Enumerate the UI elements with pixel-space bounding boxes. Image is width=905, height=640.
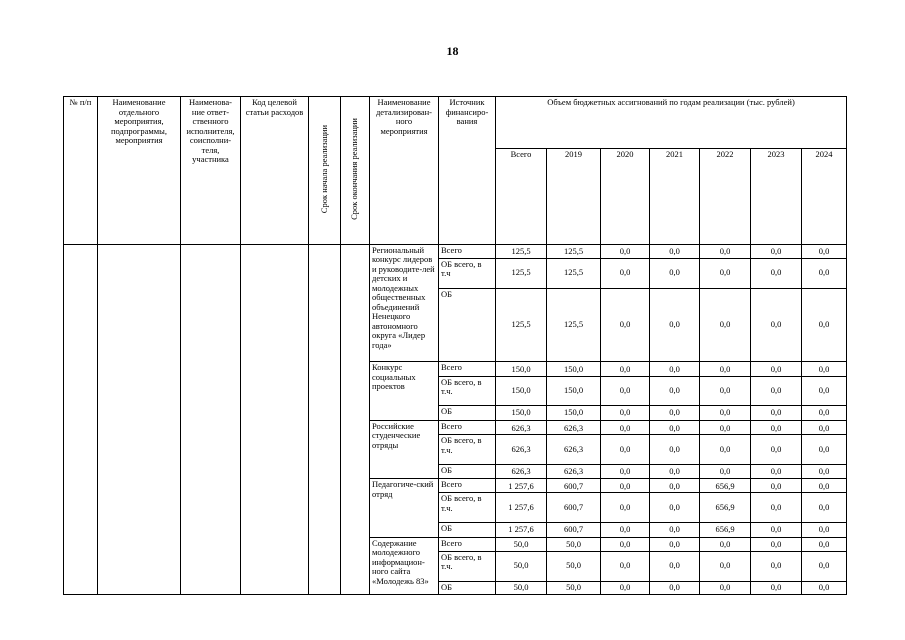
budget-value: 50,0	[547, 581, 601, 594]
budget-value: 0,0	[802, 406, 847, 420]
funding-source: Всего	[439, 244, 496, 258]
budget-value: 0,0	[700, 537, 751, 551]
header-year: 2024	[802, 149, 847, 244]
header-budget-code: Код целевой статьи расходов	[241, 97, 309, 245]
empty-cell	[341, 244, 370, 594]
budget-value: 0,0	[700, 435, 751, 465]
budget-value: 0,0	[650, 493, 700, 523]
budget-value: 0,0	[751, 551, 802, 581]
detailed-event-name: Содержание молодежного информацион-ного сайта «Молодежь 83»	[370, 537, 439, 594]
budget-value: 0,0	[601, 479, 650, 493]
funding-source: ОБ всего, в т.ч.	[439, 376, 496, 406]
budget-value: 0,0	[751, 258, 802, 288]
budget-value: 0,0	[650, 523, 700, 537]
budget-value: 0,0	[700, 258, 751, 288]
empty-cell	[64, 244, 98, 594]
budget-value: 0,0	[601, 376, 650, 406]
budget-value: 656,9	[700, 493, 751, 523]
header-end-date: Срок окончания реализации	[341, 97, 370, 245]
budget-value: 626,3	[496, 464, 547, 478]
header-year: 2019	[547, 149, 601, 244]
budget-value: 150,0	[496, 362, 547, 376]
header-year: 2021	[650, 149, 700, 244]
budget-value: 0,0	[802, 523, 847, 537]
budget-value: 0,0	[601, 362, 650, 376]
empty-cell	[181, 244, 241, 594]
header-budget-volume: Объем бюджетных ассигнований по годам реализации (тыс. рублей)	[496, 97, 847, 149]
budget-value: 0,0	[802, 362, 847, 376]
header-event-name: Наименование отдельного мероприятия, подпрограммы, мероприятия	[98, 97, 181, 245]
funding-source: ОБ всего, в т.ч.	[439, 435, 496, 465]
budget-value: 0,0	[601, 406, 650, 420]
budget-value: 0,0	[802, 537, 847, 551]
budget-value: 0,0	[700, 420, 751, 434]
empty-cell	[241, 244, 309, 594]
budget-value: 125,5	[496, 288, 547, 362]
budget-value: 0,0	[751, 435, 802, 465]
budget-value: 626,3	[496, 435, 547, 465]
budget-value: 125,5	[496, 244, 547, 258]
budget-value: 0,0	[751, 376, 802, 406]
budget-value: 0,0	[802, 288, 847, 362]
funding-source: Всего	[439, 479, 496, 493]
header-year: 2020	[601, 149, 650, 244]
budget-value: 0,0	[751, 581, 802, 594]
header-start-date: Срок начала реализации	[309, 97, 341, 245]
header-funding-source: Источник финансиро-вания	[439, 97, 496, 245]
funding-source: Всего	[439, 420, 496, 434]
budget-value: 150,0	[496, 376, 547, 406]
budget-value: 0,0	[802, 551, 847, 581]
budget-value: 150,0	[547, 376, 601, 406]
budget-value: 0,0	[601, 435, 650, 465]
budget-value: 0,0	[650, 420, 700, 434]
header-year: 2022	[700, 149, 751, 244]
budget-value: 600,7	[547, 479, 601, 493]
budget-value: 0,0	[601, 464, 650, 478]
budget-value: 0,0	[650, 376, 700, 406]
budget-value: 0,0	[650, 258, 700, 288]
budget-value: 1 257,6	[496, 493, 547, 523]
funding-source: ОБ	[439, 464, 496, 478]
budget-value: 0,0	[601, 420, 650, 434]
budget-value: 50,0	[496, 551, 547, 581]
budget-value: 0,0	[700, 288, 751, 362]
funding-source: Всего	[439, 537, 496, 551]
budget-value: 0,0	[751, 406, 802, 420]
budget-value: 50,0	[496, 537, 547, 551]
budget-value: 0,0	[700, 464, 751, 478]
budget-value: 0,0	[601, 258, 650, 288]
budget-value: 0,0	[601, 523, 650, 537]
budget-value: 125,5	[547, 244, 601, 258]
budget-value: 626,3	[496, 420, 547, 434]
budget-value: 0,0	[650, 244, 700, 258]
funding-source: ОБ всего, в т.ч.	[439, 493, 496, 523]
budget-value: 0,0	[650, 537, 700, 551]
budget-value: 0,0	[601, 551, 650, 581]
budget-value: 0,0	[700, 376, 751, 406]
budget-value: 0,0	[700, 244, 751, 258]
funding-source: ОБ всего, в т.ч.	[439, 551, 496, 581]
header-responsible: Наименова-ние ответ-ственного исполнителя, соисполни-теля, участника	[181, 97, 241, 245]
detailed-event-name: Конкурс социальных проектов	[370, 362, 439, 420]
budget-value: 0,0	[751, 362, 802, 376]
budget-value: 0,0	[802, 479, 847, 493]
budget-value: 0,0	[650, 406, 700, 420]
budget-value: 656,9	[700, 523, 751, 537]
funding-source: ОБ	[439, 406, 496, 420]
budget-value: 0,0	[802, 435, 847, 465]
budget-value: 0,0	[751, 288, 802, 362]
budget-value: 0,0	[650, 288, 700, 362]
budget-value: 0,0	[650, 581, 700, 594]
budget-value: 626,3	[547, 435, 601, 465]
header-number: № п/п	[64, 97, 98, 245]
budget-value: 600,7	[547, 493, 601, 523]
budget-value: 0,0	[650, 362, 700, 376]
budget-value: 0,0	[751, 523, 802, 537]
empty-cell	[309, 244, 341, 594]
funding-source: ОБ всего, в т.ч	[439, 258, 496, 288]
budget-value: 0,0	[802, 376, 847, 406]
budget-value: 1 257,6	[496, 479, 547, 493]
budget-value: 0,0	[751, 493, 802, 523]
budget-value: 0,0	[802, 493, 847, 523]
budget-value: 0,0	[700, 406, 751, 420]
budget-value: 0,0	[650, 464, 700, 478]
detailed-event-name: Педагогиче-ский отряд	[370, 479, 439, 537]
budget-table	[63, 96, 847, 595]
budget-value: 150,0	[496, 406, 547, 420]
budget-value: 626,3	[547, 420, 601, 434]
budget-value: 0,0	[802, 258, 847, 288]
budget-value: 0,0	[601, 244, 650, 258]
budget-value: 0,0	[601, 537, 650, 551]
budget-value: 50,0	[547, 551, 601, 581]
budget-value: 50,0	[547, 537, 601, 551]
funding-source: ОБ	[439, 581, 496, 594]
budget-value: 0,0	[751, 537, 802, 551]
budget-value: 0,0	[802, 464, 847, 478]
detailed-event-name: Российские студенческие отряды	[370, 420, 439, 478]
budget-value: 0,0	[700, 362, 751, 376]
budget-value: 0,0	[601, 581, 650, 594]
table-row	[64, 244, 847, 258]
budget-value: 125,5	[496, 258, 547, 288]
budget-value: 0,0	[751, 420, 802, 434]
detailed-event-name: Региональный конкурс лидеров и руководите-лей детских и молодежных общественных объединений Ненецкого автономного округа «Лидер года»	[370, 244, 439, 362]
empty-cell	[98, 244, 181, 594]
header-detailed-event: Наименование детализирован-ного мероприятия	[370, 97, 439, 245]
budget-value: 0,0	[802, 244, 847, 258]
budget-value: 125,5	[547, 288, 601, 362]
budget-value: 150,0	[547, 362, 601, 376]
budget-value: 0,0	[601, 288, 650, 362]
funding-source: ОБ	[439, 288, 496, 362]
budget-value: 0,0	[601, 493, 650, 523]
header-year: 2023	[751, 149, 802, 244]
budget-value: 0,0	[650, 479, 700, 493]
budget-value: 150,0	[547, 406, 601, 420]
budget-value: 600,7	[547, 523, 601, 537]
budget-value: 125,5	[547, 258, 601, 288]
header-year: Всего	[496, 149, 547, 244]
budget-value: 0,0	[700, 581, 751, 594]
budget-value: 656,9	[700, 479, 751, 493]
budget-value: 0,0	[751, 464, 802, 478]
budget-value: 0,0	[650, 435, 700, 465]
budget-value: 50,0	[496, 581, 547, 594]
page-number: 18	[446, 44, 459, 58]
budget-value: 626,3	[547, 464, 601, 478]
funding-source: ОБ	[439, 523, 496, 537]
budget-value: 0,0	[802, 581, 847, 594]
budget-value: 0,0	[650, 551, 700, 581]
budget-value: 1 257,6	[496, 523, 547, 537]
budget-value: 0,0	[751, 479, 802, 493]
budget-value: 0,0	[751, 244, 802, 258]
budget-value: 0,0	[802, 420, 847, 434]
budget-value: 0,0	[700, 551, 751, 581]
funding-source: Всего	[439, 362, 496, 376]
